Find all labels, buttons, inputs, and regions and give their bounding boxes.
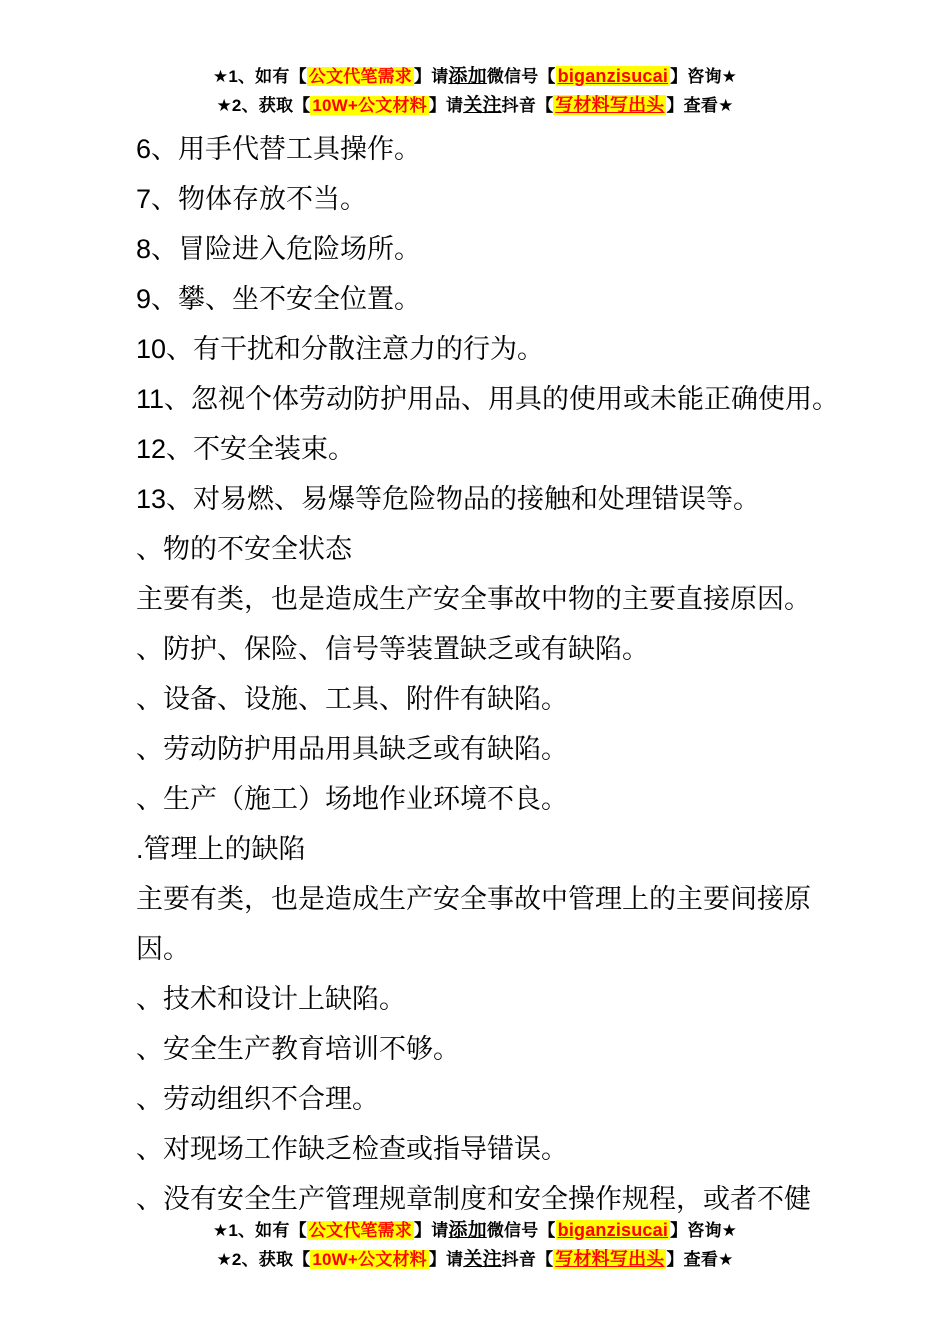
promo-footer-line-1 <box>0 1216 950 1245</box>
douyin-id-badge: 写材料写出头 <box>555 95 665 115</box>
paragraph-line: 11、忽视个体劳动防护用品、用具的使用或未能正确使用。 <box>136 384 840 414</box>
document-body <box>136 124 840 1224</box>
paragraph-line: 6、用手代替工具操作。 <box>136 134 422 164</box>
paragraph-line: 、没有安全生产管理规章制度和安全操作规程，或者不健 <box>136 1184 811 1214</box>
promo-header-line-2 <box>0 91 950 120</box>
promo-text: 】咨询★ <box>670 67 738 86</box>
promo-text: 抖音【 <box>501 96 554 115</box>
underlined-text: 关注 <box>463 95 502 116</box>
paragraph-line: 、对现场工作缺乏检查或指导错误。 <box>136 1134 568 1164</box>
paragraph-line: 8、冒险进入危险场所。 <box>136 234 422 264</box>
promo-footer <box>0 1216 950 1274</box>
promo-text: 】咨询★ <box>670 1221 738 1240</box>
douyin-id-badge: 写材料写出头 <box>555 1249 665 1269</box>
promo-footer-line-2 <box>0 1245 950 1274</box>
promo-text: 抖音【 <box>501 1250 554 1269</box>
paragraph-line: 、生产（施工）场地作业环境不良。 <box>136 784 568 814</box>
promo-text: 】请 <box>414 1221 449 1240</box>
paragraph-line: 、防护、保险、信号等装置缺乏或有缺陷。 <box>136 634 649 664</box>
highlight-badge: 公文代笔需求 <box>308 1221 412 1240</box>
promo-text: 】请 <box>428 1250 464 1269</box>
highlight-badge: 10W+公文材料 <box>312 1250 427 1269</box>
promo-header <box>0 62 950 120</box>
underlined-text: 关注 <box>463 1249 502 1270</box>
promo-text: ★1、如有【 <box>212 67 307 86</box>
paragraph-line: 7、物体存放不当。 <box>136 184 368 214</box>
paragraph-line: 主要有类，也是造成生产安全事故中管理上的主要间接原 <box>136 884 811 914</box>
promo-text: 】请 <box>414 67 449 86</box>
paragraph-line: 主要有类，也是造成生产安全事故中物的主要直接原因。 <box>136 584 811 614</box>
paragraph-line: 因。 <box>136 934 190 964</box>
paragraph-line: 12、不安全装束。 <box>136 434 356 464</box>
paragraph-line: 、技术和设计上缺陷。 <box>136 984 406 1014</box>
wechat-id-badge: biganzisucai <box>557 66 669 86</box>
promo-text: 微信号【 <box>486 1221 556 1240</box>
paragraph-line: 10、有干扰和分散注意力的行为。 <box>136 334 545 364</box>
paragraph-line: 、安全生产教育培训不够。 <box>136 1034 460 1064</box>
promo-header-line-1 <box>0 62 950 91</box>
underlined-text: 添加 <box>448 66 487 87</box>
promo-text: ★2、获取【 <box>216 96 311 115</box>
underlined-text: 添加 <box>448 1220 487 1241</box>
promo-text: 】查看★ <box>666 1250 734 1269</box>
promo-text: 】请 <box>428 96 464 115</box>
promo-text: 】查看★ <box>666 96 734 115</box>
paragraph-line: 、劳动防护用品用具缺乏或有缺陷。 <box>136 734 568 764</box>
paragraph-line: 9、攀、坐不安全位置。 <box>136 284 422 314</box>
highlight-badge: 公文代笔需求 <box>308 67 412 86</box>
promo-text: ★2、获取【 <box>216 1250 311 1269</box>
paragraph-line: .管理上的缺陷 <box>136 834 306 864</box>
paragraph-line: 、劳动组织不合理。 <box>136 1084 379 1114</box>
wechat-id-badge: biganzisucai <box>557 1220 669 1240</box>
promo-text: 微信号【 <box>486 67 556 86</box>
promo-text: ★1、如有【 <box>212 1221 307 1240</box>
paragraph-line: 13、对易燃、易爆等危险物品的接触和处理错误等。 <box>136 484 761 514</box>
highlight-badge: 10W+公文材料 <box>312 96 427 115</box>
paragraph-line: 、设备、设施、工具、附件有缺陷。 <box>136 684 568 714</box>
paragraph-line: 、物的不安全状态 <box>136 534 352 564</box>
